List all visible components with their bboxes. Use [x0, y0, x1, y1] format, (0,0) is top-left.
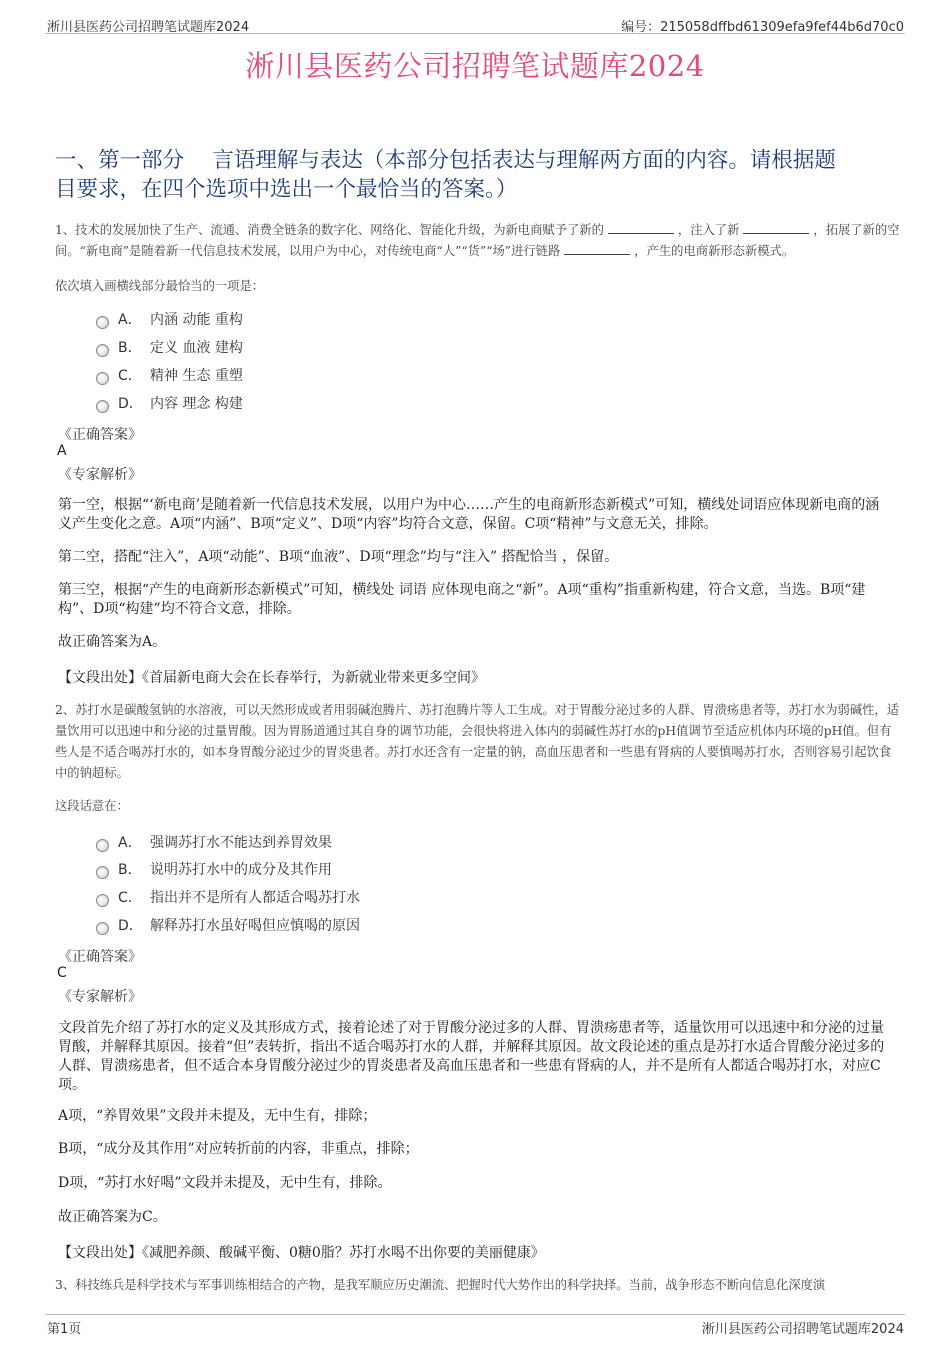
question-1-option-c[interactable]: C． 精神 生态 重塑	[96, 364, 243, 386]
section-heading-line1: 一、第一部分 言语理解与表达（本部分包括表达与理解两方面的内容。请根据题	[55, 148, 836, 173]
question-1-option-b[interactable]: B． 定义 血液 建构	[96, 336, 243, 358]
analysis-paragraph: 第二空，搭配“注入”，A项“动能”、B项“血液”、D项“理念”均与“注入” 搭配恰当 ，保留。	[58, 549, 619, 565]
footer-divider	[45, 1314, 905, 1315]
analysis-label: 《专家解析》	[58, 989, 142, 1005]
radio-icon[interactable]	[96, 344, 109, 357]
blank-1	[608, 222, 674, 234]
question-3-text: 3、科技练兵是科学技术与军事训练相结合的产物，是我军顺应历史潮流、把握时代大势作出的科学抉择。当前，战争形态不断向信息化深度演	[55, 1278, 826, 1292]
question-1-text: 1、技术的发展加快了生产、流通、消费全链条的数字化、网络化、智能化升级，为新电商赋予了新的 ，注入了新 ，拓展了新的空间。“新电商”是随着新一代信息技术发展，以用户为中心，对传统电商“人”“货”“场”进行链路 ，产生的电商新形态新模式。	[55, 223, 900, 258]
analysis-conclusion: 故正确答案为A。	[58, 634, 167, 650]
radio-icon[interactable]	[96, 922, 109, 935]
source-citation: 【文段出处】《首届新电商大会在长春举行，为新就业带来更多空间》	[58, 670, 485, 686]
correct-answer: C	[57, 965, 67, 981]
question-2-option-d[interactable]: D． 解释苏打水虽好喝但应慎喝的原因	[96, 914, 360, 936]
page-title: 淅川县医药公司招聘笔试题库2024	[245, 49, 705, 83]
question-2-prompt: 这段话意在：	[55, 799, 129, 813]
radio-icon[interactable]	[96, 316, 109, 329]
question-2-option-b[interactable]: B． 说明苏打水中的成分及其作用	[96, 858, 332, 880]
analysis-conclusion: 故正确答案为C。	[58, 1209, 167, 1225]
analysis-paragraph: 第一空，根据“‘新电商’是随着新一代信息技术发展，以用户为中心……产生的电商新形态新模式”可知，横线处词语应体现新电商的涵义产生变化之意。A项“内涵”、B项“定义”、D项“内容”均符合文意，保留。C项“精神”与文意无关，排除。	[58, 497, 880, 532]
radio-icon[interactable]	[96, 372, 109, 385]
radio-icon[interactable]	[96, 839, 109, 852]
question-2-option-c[interactable]: C． 指出并不是所有人都适合喝苏打水	[96, 886, 360, 908]
radio-icon[interactable]	[96, 866, 109, 879]
question-1-option-a[interactable]: A． 内涵 动能 重构	[96, 308, 243, 330]
document-id: 编号：215058dffbd61309efa9fef44b6d70c0	[621, 20, 904, 35]
footer-title: 淅川县医药公司招聘笔试题库2024	[701, 1322, 904, 1337]
source-citation: 【文段出处】《减肥养颜、酸碱平衡、0糖0脂？苏打水喝不出你要的美丽健康》	[58, 1245, 545, 1261]
section-heading	[55, 146, 895, 204]
analysis-label: 《专家解析》	[58, 467, 142, 483]
header-title: 淅川县医药公司招聘笔试题库2024	[47, 20, 250, 35]
question-1-prompt: 依次填入画横线部分最恰当的一项是：	[55, 279, 265, 293]
analysis-paragraph: B项，“成分及其作用”对应转折前的内容，非重点，排除；	[58, 1141, 419, 1157]
answer-label: 《正确答案》	[58, 427, 142, 443]
correct-answer: A	[57, 443, 67, 459]
question-1-option-d[interactable]: D． 内容 理念 构建	[96, 392, 243, 414]
analysis-paragraph: A项，“养胃效果”文段并未提及，无中生有，排除；	[58, 1108, 377, 1124]
page-number: 第1页	[47, 1322, 82, 1337]
blank-3	[564, 243, 630, 255]
analysis-paragraph: 第三空，根据“产生的电商新形态新模式”可知，横线处 词语 应体现电商之“新”。A项“重构”指重新构建，符合文意，当选。B项“建构”、D项“构建”均不符合文意，排除。	[58, 582, 866, 617]
radio-icon[interactable]	[96, 400, 109, 413]
blank-2	[743, 222, 809, 234]
analysis-paragraph: D项，“苏打水好喝”文段并未提及，无中生有，排除。	[58, 1175, 392, 1191]
question-2-text: 2、苏打水是碳酸氢钠的水溶液，可以天然形成或者用弱碱泡腾片、苏打泡腾片等人工生成。对于胃酸分泌过多的人群、胃溃疡患者等，苏打水为弱碱性，适量饮用可以迅速中和分泌的过量胃酸。因为胃肠道通过其自身的调节功能，会很快将进入体内的弱碱性苏打水的pH值调节至适应机体内环境的pH值。但有些人是不适合喝苏打水的，如本身胃酸分泌过少的胃炎患者。苏打水还含有一定量的钠，高血压患者和一些患有肾病的人要慎喝苏打水，否则容易引起饮食中的钠超标。	[55, 703, 900, 780]
radio-icon[interactable]	[96, 894, 109, 907]
question-2-option-a[interactable]: A． 强调苏打水不能达到养胃效果	[96, 831, 332, 853]
answer-label: 《正确答案》	[58, 949, 142, 965]
section-heading-line2: 目要求，在四个选项中选出一个最恰当的答案。）	[55, 177, 518, 202]
analysis-paragraph: 文段首先介绍了苏打水的定义及其形成方式，接着论述了对于胃酸分泌过多的人群、胃溃疡患者等，适量饮用可以迅速中和分泌的过量胃酸，并解释其原因。接着“但”表转折，指出不适合喝苏打水的人群，并解释其原因。故文段论述的重点是苏打水适合胃酸分泌过多的人群、胃溃疡患者，但不适合本身胃酸分泌过少的胃炎患者及高血压患者和一些患有肾病的人，并不是所有人都适合喝苏打水，对应C项。	[58, 1020, 885, 1093]
header-divider	[45, 33, 905, 34]
